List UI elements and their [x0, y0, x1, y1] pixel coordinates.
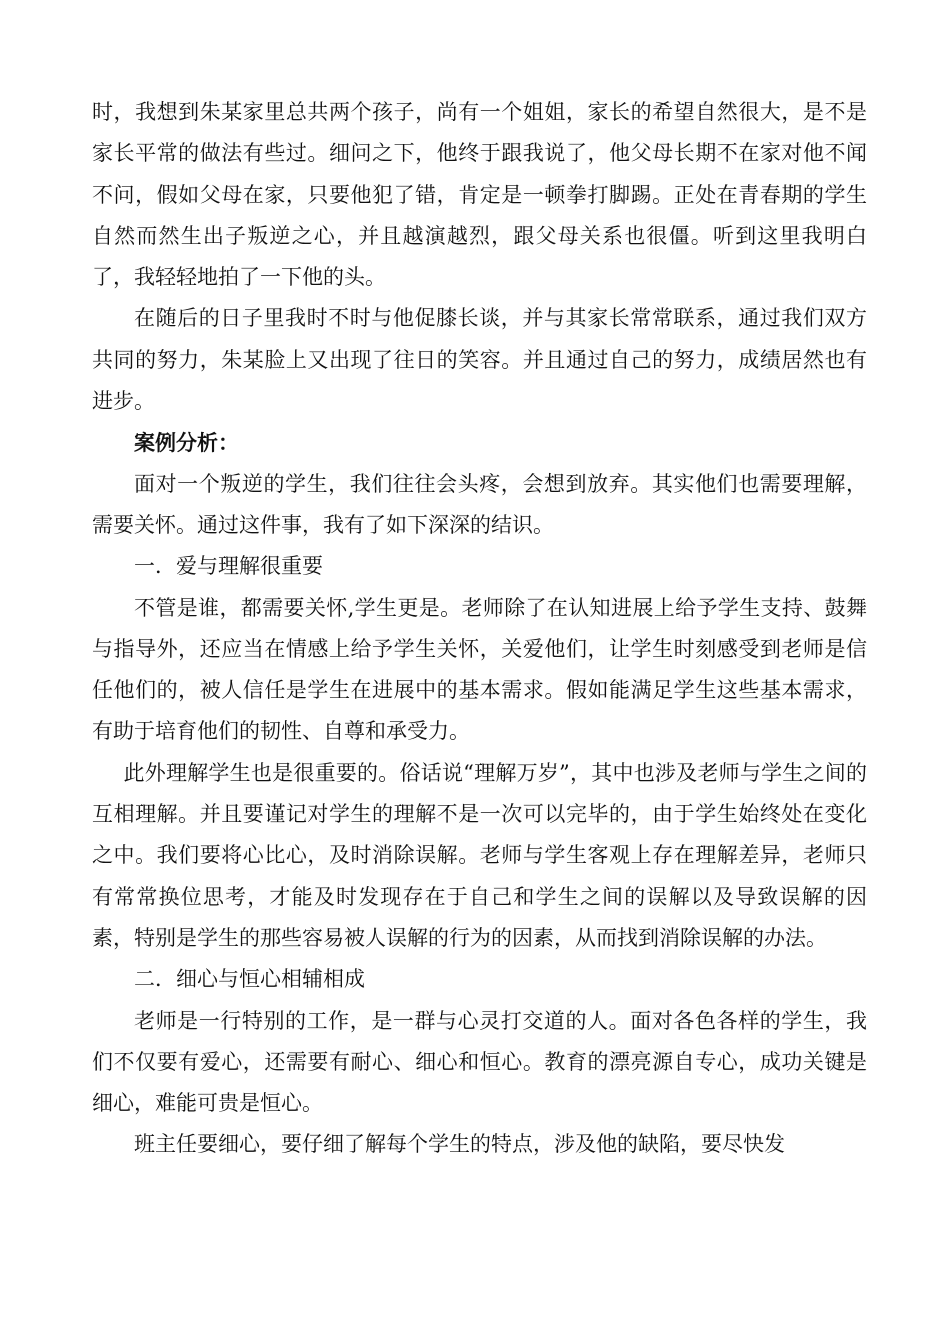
section-heading-case-analysis: 案例分析： — [134, 430, 239, 456]
document-body — [92, 92, 867, 1166]
paragraph-analysis-intro: 面对一个叛逆的学生，我们往往会头疼，会想到放弃。其实他们也需要理解，需要关怀。通过这件事，我有了如下深深的结识。 — [92, 471, 867, 537]
paragraph-attentiveness: 班主任要细心，要仔细了解每个学生的特点，涉及他的缺陷，要尽快发 — [134, 1132, 785, 1157]
paragraph-continuation: 时，我想到朱某家里总共两个孩子，尚有一个姐姐，家长的希望自然很大，是不是家长平常的做法有些过。细问之下，他终于跟我说了，他父母长期不在家对他不闻不问，假如父母在家，只要他犯了错，肯定是一顿拳打脚踢。正处在青春期的学生自然而然生出子叛逆之心，并且越演越烈，跟父母关系也很僵。听到这里我明白了，我轻轻地拍了一下他的头。 — [92, 100, 867, 290]
paragraph-teacher-role: 老师是一行特别的工作，是一群与心灵打交道的人。面对各色各样的学生，我们不仅要有爱心，还需要有耐心、细心和恒心。教育的漂亮源自专心，成功关键是细心，难能可贵是恒心。 — [92, 1008, 867, 1116]
paragraph-care: 不管是谁，都需要关怀,学生更是。老师除了在认知进展上给予学生支持、鼓舞与指导外，还应当在情感上给予学生关怀，关爱他们，让学生时刻感受到老师是信任他们的，被人信任是学生在进展中的基本需求。假如能满足学生这些基本需求，有助于培育他们的韧性、自尊和承受力。 — [92, 595, 867, 744]
sub-heading-love-understanding: 一．爱与理解很重要 — [134, 554, 323, 579]
paragraph-follow-up: 在随后的日子里我时不时与他促膝长谈，并与其家长常常联系，通过我们双方共同的努力，朱某脸上又出现了往日的笑容。并且通过自己的努力，成绩居然也有进步。 — [92, 306, 867, 414]
sub-heading-patience: 二．细心与恒心相辅相成 — [134, 967, 365, 992]
paragraph-understanding: 此外理解学生也是很重要的。俗话说“理解万岁”，其中也涉及老师与学生之间的互相理解。并且要谨记对学生的理解不是一次可以完毕的，由于学生始终处在变化之中。我们要将心比心，及时消除误解。老师与学生客观上存在理解差异，老师只有常常换位思考，才能及时发现存在于自己和学生之间的误解以及导致误解的因素，特别是学生的那些容易被人误解的行为的因素，从而找到消除误解的办法。 — [92, 760, 867, 950]
